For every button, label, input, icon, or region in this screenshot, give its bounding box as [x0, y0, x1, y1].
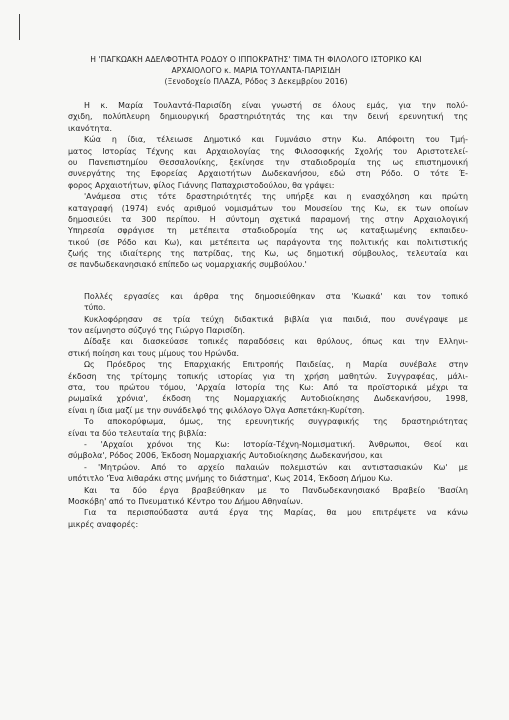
text-line: Κώα η ίδια, τέλειωσε Δημοτικό και Γυμνάσιο στην Κω. Απόφοιτη του Τμή-	[84, 135, 468, 145]
text-line: Το αποκορύφωμα, όμως, της ερευνητικής συγγραφικής της δραστηριότητας	[84, 417, 468, 427]
margin-mark	[19, 14, 20, 40]
text-line: Δίδαξε και διασκεύασε τοπικές παραδόσεις και θρύλους, όπως και την Ελληνι-	[84, 337, 468, 347]
book-entry-line: σύμβολα', Ρόδος 2006, Έκδοση Νομαρχιακής Αυτοδιοίκησης Δωδεκανήσου, και	[68, 451, 383, 461]
text-line: Πολλές εργασίες και άρθρα της δημοσιεύθηκαν στα 'Κωακά' και τον τοπικό	[84, 291, 468, 301]
text-line: ικανότητα.	[68, 123, 112, 133]
text-line: Κυκλοφόρησαν σε τρία τεύχη διδακτικά βιβλία για παιδιά, που συνέγραψε με	[84, 314, 468, 324]
text-line: μικρές αναφορές:	[68, 519, 139, 529]
text-line: ου Πανεπιστημίου Θεσσαλονίκης, ξεκίνησε την σταδιοδρομία της ως επιστημονική	[68, 157, 468, 167]
quote-line: τικού (σε Ρόδο και Κω), και μετέπειτα ως παράγοντα της πολιτικής και πολιτιστικής	[68, 237, 468, 247]
quote-line: δημοσιεύει τα 300 περίπου. Η σύντομη σχετικά παραμονή της στην Αρχαιολογική	[68, 214, 468, 224]
document-body	[68, 100, 468, 530]
text-line: Ως Πρόεδρος της Επαρχιακής Επιτροπής Παιδείας, η Μαρία συνέβαλε στην	[84, 360, 468, 370]
text-line: φορος Αρχαιοτήτων, φίλος Γιάννης Παπαχριστοδούλου, θα γράψει:	[68, 180, 335, 190]
text-line: Και τα δύο έργα βραβεύθηκαν με το Πανδωδεκανησιακό Βραβείο 'Βασίλη	[84, 485, 468, 495]
heading-date-line: (Ξενοδοχείο ΠΛΑΖΑ, Ρόδος 3 Δεκεμβρίου 2016)	[164, 77, 348, 87]
text-line: έκδοση της τρίτομης τοπικής ιστορίας για τη χρήση μαθητών. Συγγραφέας, μάλι-	[68, 371, 468, 381]
heading-line-1: Η 'ΠΑΓΚΩΑΚΗ ΑΔΕΛΦΟΤΗΤΑ ΡΟΔΟΥ Ο ΙΠΠΟΚΡΑΤΗΣ' ΤΙΜΑ ΤΗ ΦΙΛΟΛΟΓΟ ΙΣΤΟΡΙΚΟ ΚΑΙ	[90, 55, 422, 64]
text-line: στική ποίηση και τους μίμους του Ηρώνδα.	[68, 348, 240, 358]
text-line: συνεργάτης της Εφορείας Αρχαιοτήτων Δωδεκανήσου, εδώ στη Ρόδο. Ο τότε Έ-	[68, 169, 468, 179]
text-line: ματος Ιστορίας Τέχνης και Αρχαιολογίας της Φιλοσοφικής Σχολής του Αριστοτελεί-	[68, 146, 468, 156]
quote-line: 'Ανάμεσα στις τότε δραστηριότητές της υπήρξε και η ενασχόληση και πρώτη	[84, 192, 468, 202]
book-entry-line: υπότιτλο 'Ένα λιθαράκι στης μνήμης το διάστημα', Κως 2014, Έκδοση Δήμου Κω.	[68, 474, 393, 484]
heading-line-2: ΑΡΧΑΙΟΛΟΓΟ κ. ΜΑΡΙΑ ΤΟΥΛΑΝΤΑ-ΠΑΡΙΣΙΔΗ	[171, 66, 341, 76]
text-line: Η κ. Μαρία Τουλαντά-Παρισίδη είναι γνωστή σε όλους εμάς, για την πολύ-	[84, 101, 468, 110]
text-line: Για τα περισπούδαστα αυτά έργα της Μαρίας, θα μου επιτρέψετε να κάνω	[84, 508, 468, 518]
book-entry-line: - 'Αρχαίοι χρόνοι της Κω: Ιστορία-Τέχνη-Νομισματική. Άνθρωποι, Θεοί και	[84, 439, 468, 449]
text-line: είναι τα δύο τελευταία της βιβλία:	[68, 428, 207, 438]
quote-line: Υπηρεσία σφράγισε τη μετέπειτα σταδιοδρομία της ως καταξιωμένης εκπαιδευ-	[68, 226, 468, 236]
text-line: τον αείμνηστο σύζυγό της Γιώργο Παρισίδη.	[68, 326, 245, 336]
quote-line: σε πανδωδεκανησιακό επίπεδο ως νομαρχιακής συμβούλου.'	[68, 260, 307, 270]
text-line: σχιδη, πολύπλευρη δημιουργική δραστηριότητάς της και την δεινή ερευνητική της	[68, 112, 468, 122]
book-entry-line: - 'Μητρώον. Από το αρχείο παλαιών πολεμιστών και αντιστασιακών Κω' με	[84, 462, 468, 472]
text-line: στα, του πρώτου τόμου, 'Αρχαία Ιστορία της Κω: Από τα προϊστορικά μέχρι τα	[68, 382, 468, 392]
document-heading	[40, 54, 472, 88]
text-line: Μοσκόβη' από το Πνευματικό Κέντρο του Δήμου Αθηναίων.	[68, 496, 303, 506]
text-line: τύπο.	[84, 303, 106, 313]
paragraph-gap	[68, 271, 468, 291]
text-line: είναι η ίδια μαζί με την συνάδελφό της φιλόλογο Όλγα Ασπετάκη-Κυρίτση.	[68, 405, 365, 415]
quote-line: ζωής της ιδιαίτερης της πατρίδας, της Κω, ως δημοτική σύμβουλος, τελευταία και	[68, 249, 468, 259]
quote-line: καταγραφή (1974) ενός αριθμού νομισμάτων του Μουσείου της Κω, εκ των οποίων	[68, 203, 468, 213]
text-line: ρωμαϊκά χρόνια', έκδοση της Νομαρχιακής Αυτοδιοίκησης Δωδεκανήσου, 1998,	[68, 394, 468, 404]
